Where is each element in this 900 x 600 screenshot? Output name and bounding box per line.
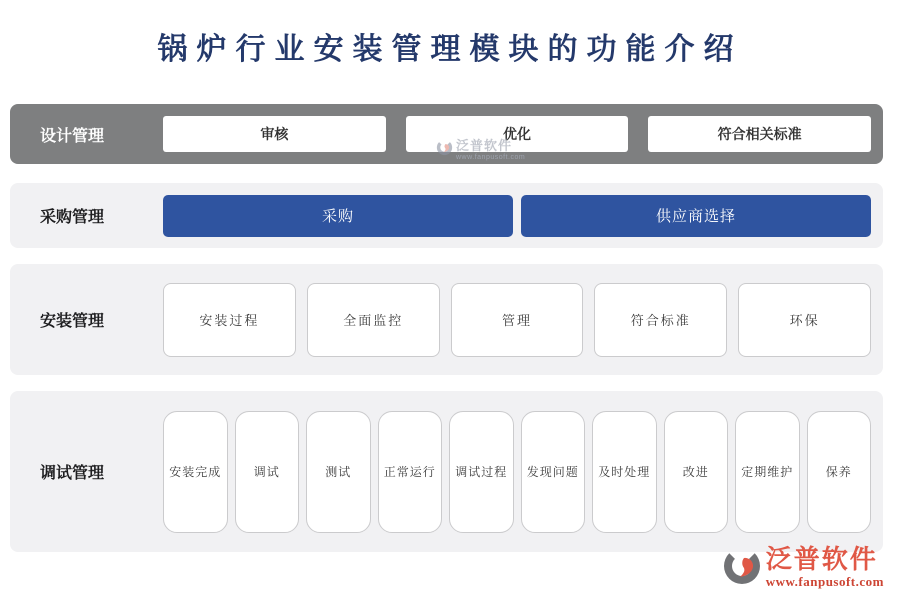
comply-related-standards-box: 符合相关标准	[648, 116, 871, 152]
debug-process-box: 调试过程	[449, 411, 514, 533]
normal-operation-box: 正常运行	[378, 411, 443, 533]
watermark-brand-text: 泛普软件	[456, 138, 513, 153]
commissioning-management-label: 调试管理	[40, 465, 105, 482]
design-management-label: 设计管理	[40, 127, 105, 145]
row-installation-management	[10, 264, 883, 375]
management-box: 管理	[451, 283, 584, 357]
installation-management-label: 安装管理	[40, 313, 105, 330]
row-commissioning-management	[10, 391, 883, 552]
design-management-buttons	[163, 116, 871, 152]
regular-maintenance-box: 定期维护	[735, 411, 800, 533]
timely-handling-box: 及时处理	[592, 411, 657, 533]
footer-brand-logo	[722, 546, 884, 588]
procurement-box: 采购	[163, 195, 513, 237]
meet-standards-box: 符合标准	[594, 283, 727, 357]
row-design-management	[10, 104, 883, 164]
commissioning-management-buttons	[163, 411, 871, 533]
install-complete-box: 安装完成	[163, 411, 228, 533]
test-box: 测试	[306, 411, 371, 533]
install-process-box: 安装过程	[163, 283, 296, 357]
row-procurement-management	[10, 183, 883, 248]
full-monitoring-box: 全面监控	[307, 283, 440, 357]
improve-box: 改进	[664, 411, 729, 533]
procurement-management-label: 采购管理	[40, 209, 105, 226]
optimize-box: 优化	[406, 116, 629, 152]
upkeep-box: 保养	[807, 411, 872, 533]
environmental-box: 环保	[738, 283, 871, 357]
supplier-selection-box: 供应商选择	[521, 195, 871, 237]
installation-management-buttons	[163, 283, 871, 357]
footer-brand-text: 泛普软件	[765, 544, 878, 574]
fanpu-logo-icon	[722, 546, 762, 586]
procurement-management-buttons	[163, 195, 871, 237]
page-title: 锅炉行业安装管理模块的功能介绍	[157, 32, 743, 67]
footer-url-text: www.fanpusoft.com	[765, 574, 884, 589]
watermark-url-text: www.fanpusoft.com	[456, 154, 526, 161]
debug-box: 调试	[235, 411, 300, 533]
audit-box: 审核	[163, 116, 386, 152]
find-issues-box: 发现问题	[521, 411, 586, 533]
